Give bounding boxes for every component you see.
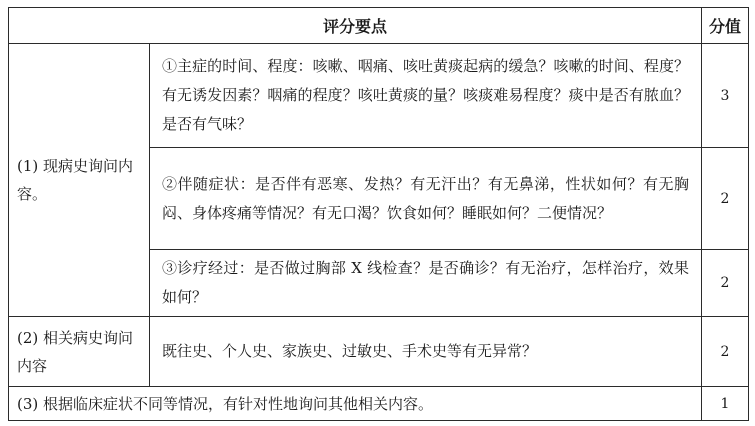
- item-text: ①主症的时间、程度：咳嗽、咽痛、咳吐黄痰起病的缓急？咳嗽的时间、程度？有无诱发因素？咽痛的程度？咳吐黄痰的量？咳痰难易程度？痰中是否有脓血？是否有气味？: [150, 44, 702, 148]
- category-cell: (1) 现病史询问内容。: [9, 44, 150, 317]
- final-row-score: 1: [702, 387, 749, 421]
- category-cell: (2) 相关病史询问内容: [9, 317, 150, 387]
- table-row: [9, 44, 749, 148]
- item-score: 2: [702, 317, 749, 387]
- item-text: ②伴随症状：是否伴有恶寒、发热？有无汗出？有无鼻涕，性状如何？有无胸闷、身体疼痛等情况？有无口渴？饮食如何？睡眠如何？二便情况？: [150, 148, 702, 250]
- header-row: [9, 8, 749, 44]
- scoring-table: [8, 7, 749, 421]
- final-row-text: (3) 根据临床症状不同等情况，有针对性地询问其他相关内容。: [9, 387, 702, 421]
- item-text: 既往史、个人史、家族史、过敏史、手术史等有无异常？: [150, 317, 702, 387]
- header-score: 分值: [702, 8, 749, 44]
- item-score: 2: [702, 250, 749, 317]
- table-row: [9, 387, 749, 421]
- table-row: [9, 317, 749, 387]
- item-score: 3: [702, 44, 749, 148]
- header-items: 评分要点: [9, 8, 702, 44]
- item-score: 2: [702, 148, 749, 250]
- item-text: ③诊疗经过：是否做过胸部 X 线检查？是否确诊？有无治疗，怎样治疗，效果如何？: [150, 250, 702, 317]
